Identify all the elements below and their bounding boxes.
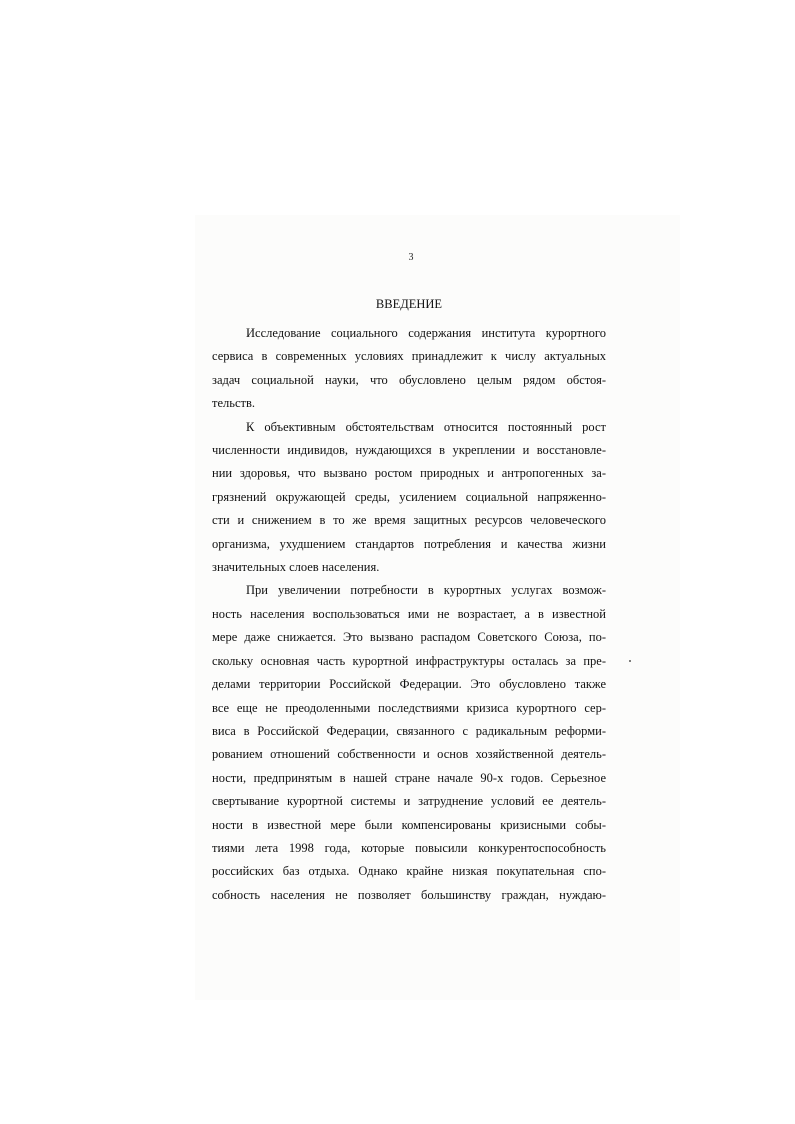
- text-line: свертывание курортной системы и затруднение условий ее деятель-: [212, 794, 606, 809]
- text-line: российских баз отдыха. Однако крайне низкая покупательная спо-: [212, 864, 606, 879]
- text-line: тельств.: [212, 396, 255, 411]
- page-number: 3: [408, 252, 414, 263]
- text-line: При увеличении потребности в курортных услугах возмож-: [246, 583, 606, 598]
- text-line: сервиса в современных условиях принадлежит к числу актуальных: [212, 349, 606, 364]
- text-line: ность населения воспользоваться ими не возрастает, а в известной: [212, 606, 606, 621]
- text-line: К объективным обстоятельствам относится постоянный рост: [246, 419, 606, 434]
- text-line: мере даже снижается. Это вызвано распадом Советского Союза, по-: [212, 630, 606, 645]
- text-line: ности, предпринятым в нашей стране начале 90-х годов. Серьезное: [212, 770, 606, 785]
- text-line: виса в Российской Федерации, связанного с радикальным реформи-: [212, 723, 606, 738]
- text-line: организма, ухудшением стандартов потребления и качества жизни: [212, 536, 606, 551]
- text-line: численности индивидов, нуждающихся в укреплении и восстановле-: [212, 443, 606, 458]
- text-line: тиями лета 1998 года, которые повысили конкурентоспособность: [212, 840, 606, 855]
- text-line: все еще не преодоленными последствиями кризиса курортного сер-: [212, 700, 606, 715]
- text-line: грязнений окружающей среды, усилением социальной напряженно-: [212, 489, 606, 504]
- section-heading: ВВЕДЕНИЕ: [375, 297, 443, 311]
- text-line: делами территории Российской Федерации. Это обусловлено также: [212, 677, 606, 692]
- scan-speck: [629, 660, 631, 662]
- text-line: нии здоровья, что вызвано ростом природных и антропогенных за-: [212, 466, 606, 481]
- text-line: рованием отношений собственности и основ хозяйственной деятель-: [212, 747, 606, 762]
- text-line: задач социальной науки, что обусловлено целым рядом обстоя-: [212, 372, 606, 387]
- text-line: скольку основная часть курортной инфраструктуры осталась за пре-: [212, 653, 606, 668]
- text-line: значительных слоев населения.: [212, 560, 380, 575]
- text-line: собность населения не позволяет большинству граждан, нуждаю-: [212, 887, 606, 902]
- text-line: Исследование социального содержания института курортного: [246, 326, 606, 340]
- text-line: сти и снижением в то же время защитных ресурсов человеческого: [212, 513, 606, 528]
- body-text: [212, 322, 606, 907]
- text-line: ности в известной мере были компенсированы кризисными собы-: [212, 817, 606, 832]
